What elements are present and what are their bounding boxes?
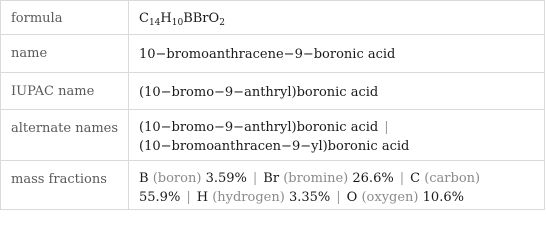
mass-fractions-value (129, 161, 545, 210)
mass-fraction-element: (hydrogen) (212, 190, 285, 205)
formula-value (129, 1, 545, 35)
mass-fraction-value: 3.35% (288, 190, 331, 205)
separator: | (399, 171, 405, 186)
mass-fraction-symbol: C (410, 171, 421, 186)
mass-fraction-value: 10.6% (422, 190, 464, 205)
mass-fraction-symbol: B (139, 171, 149, 186)
name-label: name (1, 35, 129, 73)
iupac-row (1, 73, 545, 110)
formula-part: H (160, 11, 172, 26)
mass-fraction-value: 26.6% (352, 171, 394, 186)
separator: | (384, 120, 389, 135)
formula-subscript: 2 (219, 18, 225, 28)
mass-fraction-value: 55.9% (139, 190, 181, 205)
alternate-name: (10−bromo−9−anthryl)boronic acid (139, 120, 379, 135)
mass-fraction-element: (carbon) (424, 171, 481, 186)
iupac-label: IUPAC name (1, 73, 129, 110)
separator: | (336, 190, 341, 205)
iupac-value: (10−bromo−9−anthryl)boronic acid (129, 73, 545, 110)
alternate-names-label: alternate names (1, 110, 129, 161)
formula-subscript: 10 (171, 18, 184, 28)
mass-fraction-symbol: H (196, 190, 209, 205)
formula-part: BBrO (183, 11, 220, 26)
separator: | (186, 190, 191, 205)
alternate-names-value (129, 110, 545, 161)
mass-fraction-element: (boron) (152, 171, 202, 186)
alternate-name: (10−bromoanthracen−9−yl)boronic acid (139, 139, 410, 154)
mass-fraction-element: (oxygen) (361, 190, 419, 205)
formula-label: formula (1, 1, 129, 35)
name-row (1, 35, 545, 73)
formula-subscript: 14 (148, 18, 161, 28)
mass-fraction-element: (bromine) (283, 171, 349, 186)
mass-fraction-symbol: O (346, 190, 358, 205)
mass-fractions-row (1, 161, 545, 210)
separator: | (252, 171, 258, 186)
formula-row (1, 1, 545, 35)
mass-fractions-label: mass fractions (1, 161, 129, 210)
name-value: 10−bromoanthracene−9−boronic acid (129, 35, 545, 73)
formula-part: C (139, 11, 149, 26)
mass-fraction-symbol: Br (263, 171, 280, 186)
alternate-names-row (1, 110, 545, 161)
mass-fraction-value: 3.59% (205, 171, 247, 186)
